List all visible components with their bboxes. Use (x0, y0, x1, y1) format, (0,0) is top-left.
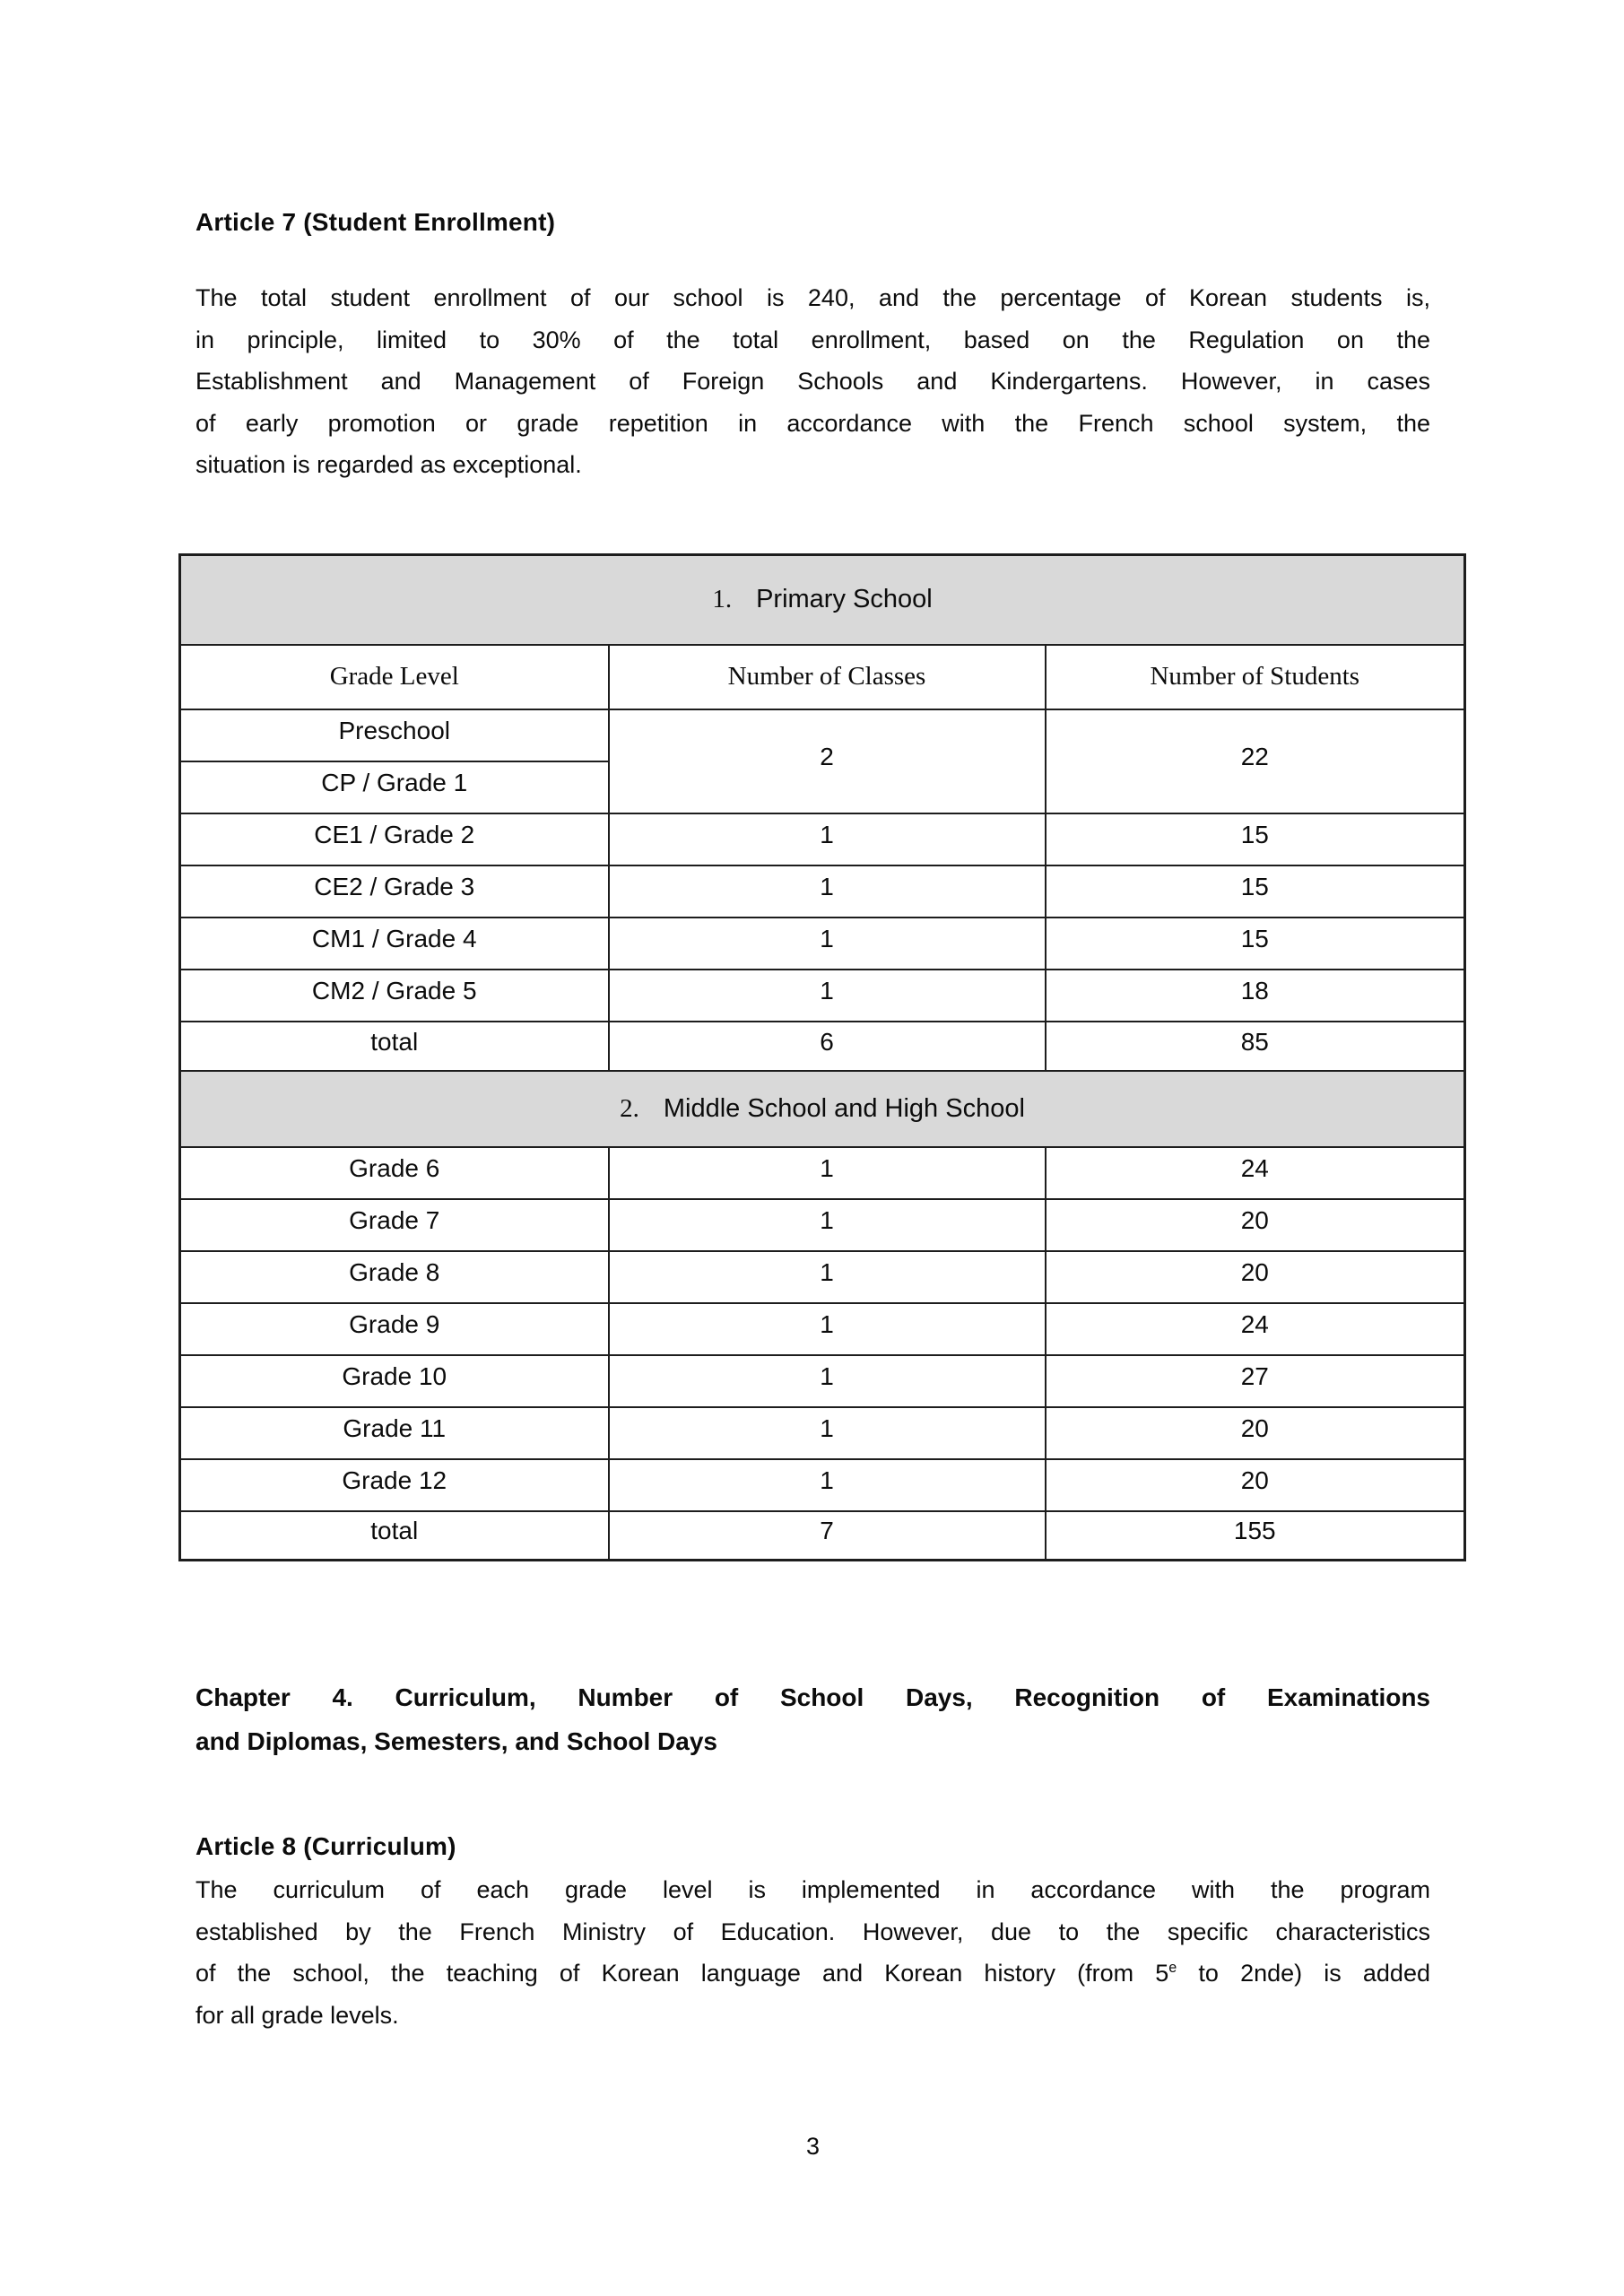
grade-level-header: Grade Level (180, 645, 609, 709)
table-row (180, 865, 1465, 918)
grade-level-cell: CE1 / Grade 2 (180, 813, 609, 865)
chapter4-heading (195, 1675, 1430, 1763)
classes-cell: 1 (609, 1251, 1046, 1303)
students-cell: 85 (1046, 1022, 1465, 1071)
column-header-row (180, 645, 1465, 709)
students-cell: 22 (1046, 709, 1465, 813)
superscript-e: e (1168, 1960, 1177, 1976)
heading-line: and Diplomas, Semesters, and School Days (195, 1727, 717, 1755)
classes-cell: 1 (609, 970, 1046, 1022)
grade-level-cell: Grade 9 (180, 1303, 609, 1355)
primary-total-row (180, 1022, 1465, 1071)
section-number: 2. (620, 1093, 639, 1123)
classes-header: Number of Classes (609, 645, 1046, 709)
table-row (180, 1355, 1465, 1407)
table-row (180, 918, 1465, 970)
table-row (180, 1303, 1465, 1355)
students-cell: 18 (1046, 970, 1465, 1022)
grade-level-cell: Grade 11 (180, 1407, 609, 1459)
students-cell: 20 (1046, 1199, 1465, 1251)
classes-cell: 1 (609, 1355, 1046, 1407)
article7-heading: Article 7 (Student Enrollment) (195, 208, 556, 236)
table-row (180, 1407, 1465, 1459)
classes-cell: 6 (609, 1022, 1046, 1071)
students-cell: 24 (1046, 1303, 1465, 1355)
middle-high-school-band (180, 1071, 1465, 1147)
section-title: Middle School and High School (663, 1093, 1025, 1123)
classes-cell: 1 (609, 813, 1046, 865)
primary-school-band-cell (180, 555, 1465, 645)
classes-cell: 1 (609, 1407, 1046, 1459)
table-row (180, 1199, 1465, 1251)
grade-level-cell: Grade 6 (180, 1147, 609, 1199)
paragraph-line: The total student enrollment of our school is 240, and the percentage of Korean students is, (195, 284, 1430, 311)
paragraph-line: established by the French Ministry of Education. However, due to the specific characteristics (195, 1918, 1430, 1945)
students-cell: 24 (1046, 1147, 1465, 1199)
line-text: to 2nde) is added (1177, 1960, 1430, 1987)
table-row (180, 1251, 1465, 1303)
page-number: 3 (805, 2133, 821, 2160)
grade-level-cell: CM2 / Grade 5 (180, 970, 609, 1022)
paragraph-line: for all grade levels. (195, 2001, 399, 2029)
students-cell: 15 (1046, 918, 1465, 970)
classes-cell: 1 (609, 918, 1046, 970)
students-cell: 15 (1046, 813, 1465, 865)
table-row (180, 970, 1465, 1022)
table-row (180, 813, 1465, 865)
grade-level-cell: Preschool (180, 709, 609, 761)
classes-cell: 2 (609, 709, 1046, 813)
students-cell: 27 (1046, 1355, 1465, 1407)
section-number: 1. (712, 585, 733, 614)
paragraph-line: of early promotion or grade repetition in accordance with the French school system, the (195, 409, 1430, 437)
grade-level-cell: Grade 7 (180, 1199, 609, 1251)
section-title: Primary School (756, 585, 933, 614)
classes-cell: 1 (609, 1303, 1046, 1355)
heading-line: Chapter 4. Curriculum, Number of School Days, Recognition of Examinations (195, 1683, 1430, 1711)
classes-cell: 1 (609, 1459, 1046, 1511)
enrollment-table (178, 553, 1466, 1561)
total-label-cell: total (180, 1022, 609, 1071)
line-text: of the school, the teaching of Korean language and Korean history (from 5 (195, 1960, 1169, 1987)
total-label-cell: total (180, 1511, 609, 1561)
students-cell: 15 (1046, 865, 1465, 918)
primary-school-band (180, 555, 1465, 645)
grade-level-cell: Grade 8 (180, 1251, 609, 1303)
students-header: Number of Students (1046, 645, 1465, 709)
grade-level-cell: Grade 10 (180, 1355, 609, 1407)
paragraph-line: situation is regarded as exceptional. (195, 451, 582, 478)
grade-level-cell: CM1 / Grade 4 (180, 918, 609, 970)
middle-high-total-row (180, 1511, 1465, 1561)
students-cell: 20 (1046, 1251, 1465, 1303)
classes-cell: 1 (609, 1199, 1046, 1251)
table-row (180, 1459, 1465, 1511)
grade-level-cell: Grade 12 (180, 1459, 609, 1511)
table-row (180, 709, 1465, 761)
students-cell: 20 (1046, 1459, 1465, 1511)
paragraph-line: Establishment and Management of Foreign Schools and Kindergartens. However, in cases (195, 368, 1430, 395)
paragraph-line: in principle, limited to 30% of the total enrollment, based on the Regulation on the (195, 326, 1430, 353)
classes-cell: 1 (609, 1147, 1046, 1199)
paragraph-line (195, 1952, 1430, 1995)
article7-paragraph (195, 277, 1430, 486)
article8-paragraph (195, 1869, 1430, 2036)
students-cell: 155 (1046, 1511, 1465, 1561)
paragraph-line: The curriculum of each grade level is implemented in accordance with the program (195, 1876, 1430, 1903)
middle-high-school-band-cell (180, 1071, 1465, 1147)
grade-level-cell: CE2 / Grade 3 (180, 865, 609, 918)
grade-level-cell: CP / Grade 1 (180, 761, 609, 813)
students-cell: 20 (1046, 1407, 1465, 1459)
classes-cell: 1 (609, 865, 1046, 918)
article8-heading: Article 8 (Curriculum) (195, 1832, 456, 1860)
table-row (180, 1147, 1465, 1199)
classes-cell: 7 (609, 1511, 1046, 1561)
